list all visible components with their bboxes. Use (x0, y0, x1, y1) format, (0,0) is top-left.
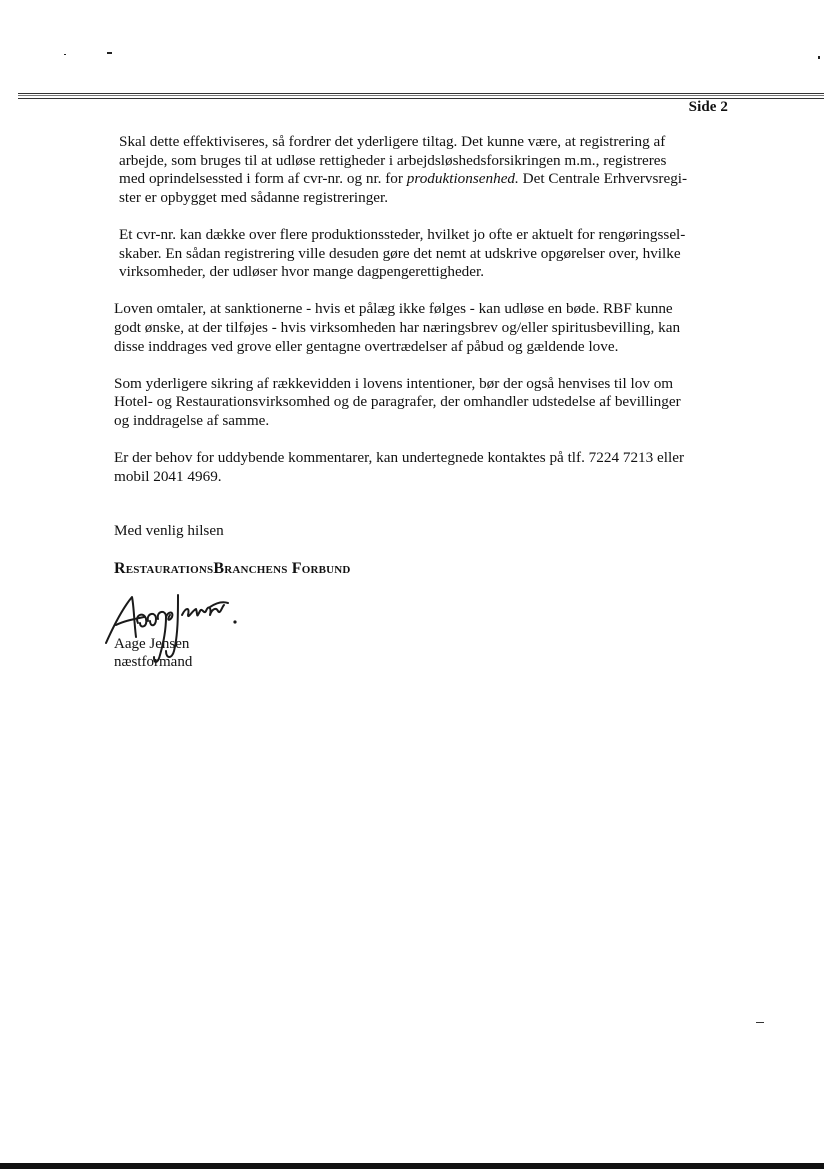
text-line: Hotel- og Restaurationsvirksomhed og de paragrafer, der omhandler udstedelse af bevillinger (114, 393, 681, 411)
scan-mark (756, 1022, 764, 1023)
paragraph-2 (114, 226, 728, 282)
text-line: og inddragelse af samme. (114, 411, 270, 429)
scan-speck (818, 56, 820, 59)
closing-salutation: Med venlig hilsen (114, 522, 224, 539)
organization-name: RestaurationsBranchens Forbund (114, 560, 351, 577)
page-number: Side 2 (688, 99, 728, 115)
text-line: skaber. En sådan registrering ville desuden gøre det nemt at udskrive opgørelser over, hvilke (119, 244, 681, 262)
scan-speck (64, 54, 66, 55)
signer-name: Aage Jensen (114, 636, 190, 652)
text-line (119, 170, 728, 189)
scan-bottom-edge (0, 1163, 824, 1169)
text-line: Loven omtaler, at sanktionerne - hvis et pålæg ikke følges - kan udløse en bøde. RBF kunne (114, 300, 673, 318)
text-line: Skal dette effektiviseres, så fordrer det yderligere tiltag. Det kunne være, at registrering af (119, 133, 666, 150)
text-line: Et cvr-nr. kan dække over flere produktionssteder, hvilket jo ofte er aktuelt for rengøringssel- (119, 225, 686, 243)
paragraph-4 (114, 375, 728, 431)
paragraph-3 (114, 300, 728, 356)
text-line: virksomheder, der udløser hvor mange dagpengerettigheder. (119, 263, 485, 281)
text-line: mobil 2041 4969. (114, 467, 222, 485)
signature-image (104, 585, 254, 675)
text-line: godt ønske, at der tilføjes - hvis virksomheden har næringsbrev og/eller spiritusbevilling, kan (114, 318, 681, 336)
text-line: ster er opbygget med sådanne registreringer. (119, 188, 389, 206)
text-line: Er der behov for uddybende kommentarer, kan undertegnede kontaktes på tlf. 7224 7213 eller (114, 449, 684, 467)
text-line: arbejde, som bruges til at udløse rettigheder i arbejdsløshedsforsikringen m.m., registreres (119, 151, 667, 169)
paragraph-5 (114, 449, 728, 486)
signer-title: næstformand (114, 654, 193, 670)
text-line: disse inddrages ved grove eller gentagne overtrædelser af påbud og gældende love. (114, 337, 619, 355)
text-run: med oprindelsessted i form af cvr-nr. og nr. for (119, 170, 407, 188)
scan-speck (107, 52, 112, 54)
text-run: Det Centrale Erhvervsregi- (518, 170, 688, 188)
paragraph-1 (114, 133, 728, 207)
letter-body (114, 133, 728, 505)
text-line: Som yderligere sikring af rækkevidden i lovens intentioner, bør der også henvises til lov om (114, 374, 674, 392)
italic-term: produktionsenhed. (406, 170, 519, 188)
